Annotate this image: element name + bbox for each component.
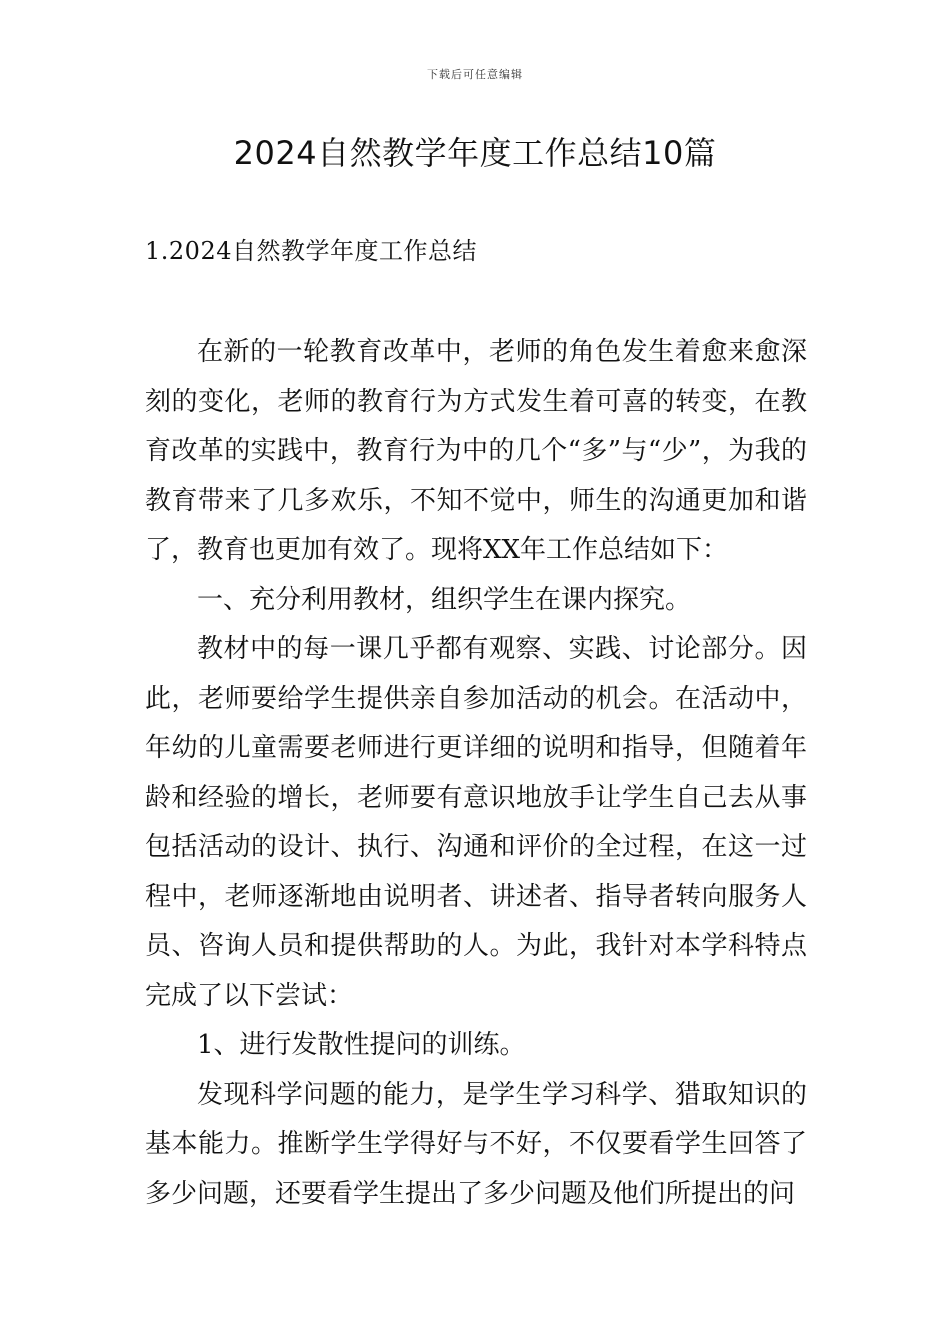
paragraph-subheading-1: 1、进行发散性提问的训练。 xyxy=(197,1030,526,1060)
header-note: 下载后可任意编辑 xyxy=(427,68,523,81)
document-title: 2024自然教学年度工作总结10篇 xyxy=(233,134,717,172)
paragraph-questioning: 发现科学问题的能力，是学生学习科学、猎取知识的基本能力。推断学生学得好与不好，不仅要看学生回答了多少问题，还要看学生提出了多少问题及他们所提出的问 xyxy=(145,1079,807,1209)
paragraph-intro: 在新的一轮教育改革中，老师的角色发生着愈来愈深刻的变化，老师的教育行为方式发生着可喜的转变，在教育改革的实践中，教育行为中的几个“多”与“少”，为我的教育带来了几多欢乐，不知不觉中，师生的沟通更加和谐了，教育也更加有效了。现将XX年工作总结如下： xyxy=(145,337,807,565)
section-heading: 1.2024自然教学年度工作总结 xyxy=(145,237,477,265)
document-body xyxy=(145,328,807,1219)
paragraph-heading-1: 一、充分利用教材，组织学生在课内探究。 xyxy=(197,584,692,615)
paragraph-materials: 教材中的每一课几乎都有观察、实践、讨论部分。因此，老师要给学生提供亲自参加活动的机会。在活动中，年幼的儿童需要老师进行更详细的说明和指导，但随着年龄和经验的增长，老师要有意识地放手让学生自己去从事包括活动的设计、执行、沟通和评价的全过程，在这一过程中，老师逐渐地由说明者、讲述者、指导者转向服务人员、咨询人员和提供帮助的人。为此，我针对本学科特点完成了以下尝试： xyxy=(145,634,807,1011)
